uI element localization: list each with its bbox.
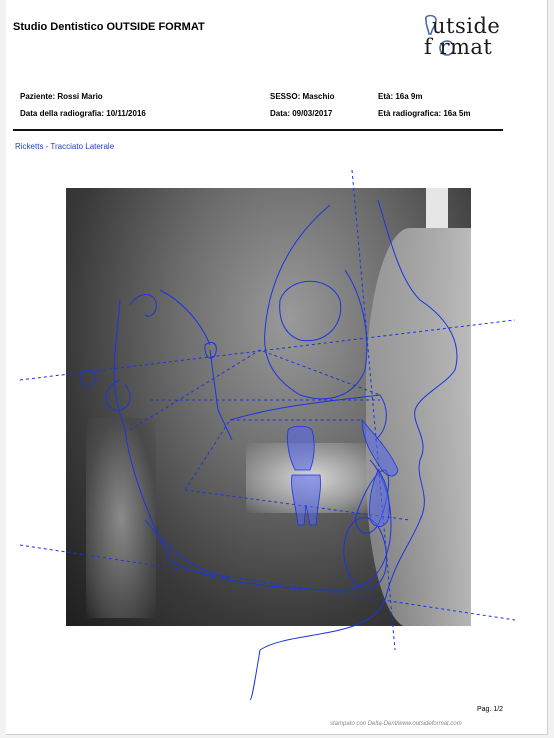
frankfort-plane — [20, 320, 515, 380]
logo-line-1: utside — [432, 14, 501, 38]
studio-name: Studio Dentistico OUTSIDE FORMAT — [13, 21, 205, 33]
patient-name: Paziente: Rossi Mario — [20, 92, 103, 101]
teeth-overlay — [287, 420, 398, 527]
printed-with-footer: stampato con Delta-Dent/www.outsideformat.com — [330, 721, 462, 727]
radiograph-date: Data della radiografia: 10/11/2016 — [20, 109, 146, 118]
patient-sex: SESSO: Maschio — [270, 92, 335, 101]
logo-line-2: f rmat — [424, 35, 493, 59]
page-number: Pag. 1/2 — [477, 706, 504, 713]
symphysis — [344, 518, 387, 588]
report-date: Data: 09/03/2017 — [270, 109, 333, 118]
facial-axis — [20, 545, 515, 620]
orbit-outline — [280, 281, 341, 341]
patient-age: Età: 16a 9m — [378, 92, 423, 101]
mandible-outline — [125, 430, 391, 590]
soft-tissue-profile — [250, 200, 457, 700]
analysis-title: Ricketts - Tracciato Laterale — [15, 142, 115, 151]
radiographic-age: Età radiografica: 16a 5m — [378, 109, 471, 118]
